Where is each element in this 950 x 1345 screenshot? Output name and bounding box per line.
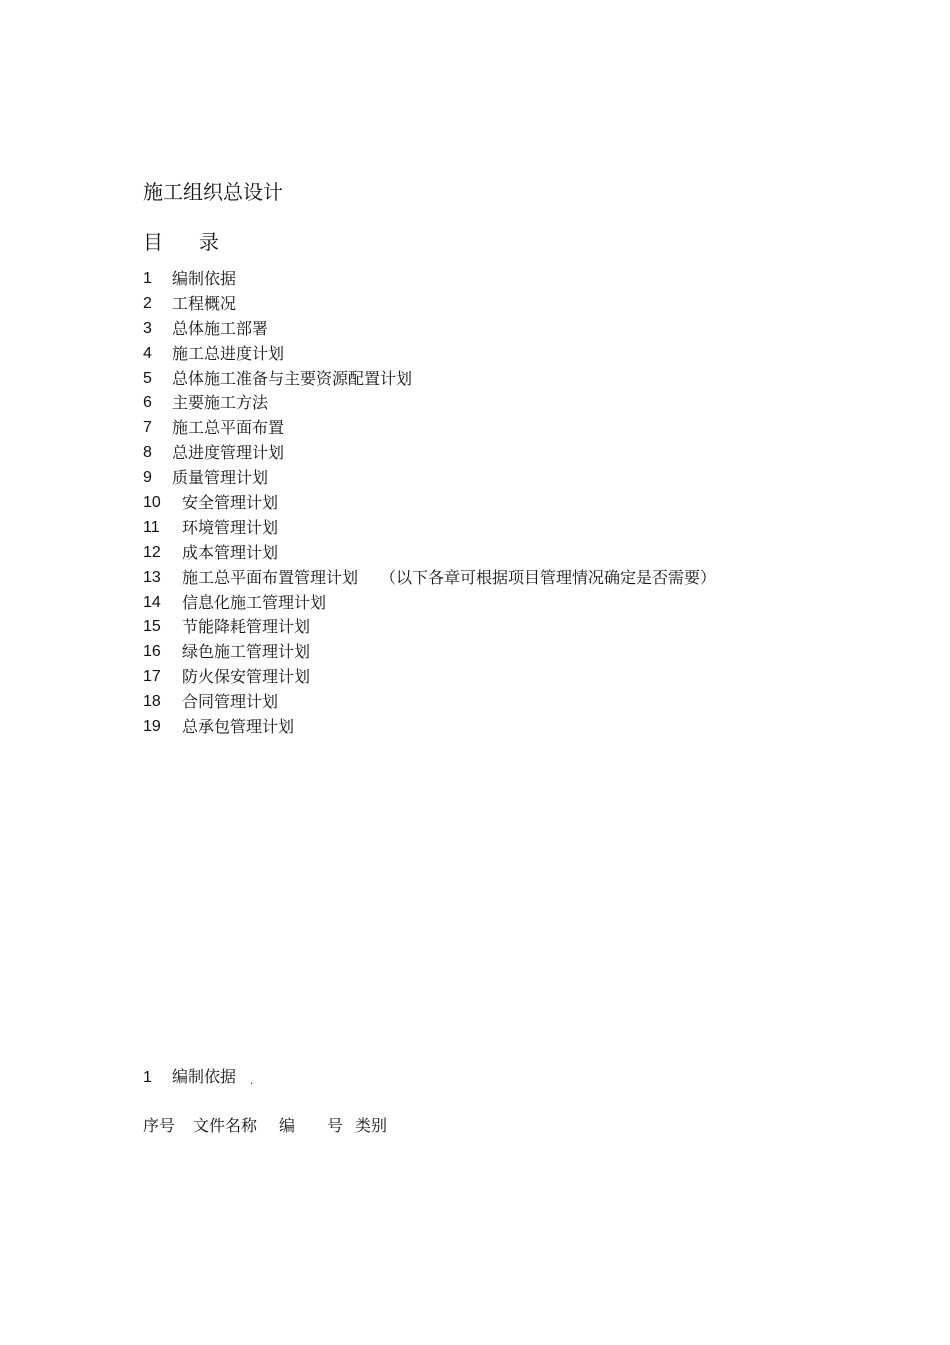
toc-item[interactable] [143,367,716,392]
section-trailing-mark: . [250,1076,254,1087]
toc-item-label: 成本管理计划 [182,542,279,562]
toc-item-label: 合同管理计划 [182,692,279,712]
toc-heading-right: 录 [199,230,219,254]
toc-item-number: 18 [143,693,161,711]
toc-item[interactable] [143,491,716,516]
toc-item-label: 质量管理计划 [172,468,269,488]
toc-item[interactable] [143,416,716,441]
toc-item-label: 节能降耗管理计划 [182,617,311,637]
toc-item-label: 安全管理计划 [182,493,279,513]
toc-item-label: 施工总平面布置管理计划 [182,567,359,587]
toc-item-number: 12 [143,543,161,561]
toc-item-number: 10 [143,494,161,512]
toc-item-number: 5 [143,369,152,387]
toc-item-label: 信息化施工管理计划 [182,592,327,612]
toc-item-number: 9 [143,469,152,487]
toc-item-label: 绿色施工管理计划 [182,642,311,662]
toc-item[interactable] [143,391,716,416]
toc-item-label: 编制依据 [172,269,237,288]
toc-item-label: 工程概况 [172,293,237,313]
toc-item-number: 19 [143,718,161,736]
toc-item-label: 总进度管理计划 [172,443,285,463]
toc-item-label: 主要施工方法 [172,393,269,413]
toc-item[interactable] [143,516,716,541]
toc-item-label: 总体施工部署 [172,318,269,338]
toc-item[interactable] [143,342,716,367]
toc-item-label: 防火保安管理计划 [182,667,311,687]
toc-item-number: 3 [143,319,152,337]
toc-item-label: 施工总平面布置 [172,418,285,438]
table-header [143,1114,387,1138]
toc-item-label: 总承包管理计划 [182,717,295,737]
toc-item-number: 16 [143,643,161,661]
toc-item-number: 8 [143,444,152,462]
toc-item[interactable] [143,267,716,292]
toc-heading-left: 目 [143,230,163,254]
section-title: 编制依据 [172,1067,237,1086]
toc-item-number: 1 [143,270,152,287]
toc-item-number: 14 [143,593,161,611]
toc-item[interactable] [143,541,716,566]
toc-item-label: 施工总进度计划 [172,343,285,363]
toc-item[interactable] [143,640,716,665]
table-of-contents [143,267,716,740]
toc-item-number: 15 [143,618,161,636]
toc-item[interactable] [143,292,716,317]
toc-item-number: 17 [143,668,161,686]
column-header-code-left: 编 [279,1116,296,1135]
section-number: 1 [143,1069,152,1086]
toc-item[interactable] [143,665,716,690]
toc-item[interactable] [143,690,716,715]
toc-item-number: 13 [143,568,161,586]
toc-item-number: 7 [143,419,152,437]
column-header-category: 类别 [355,1116,388,1135]
toc-item[interactable] [143,591,716,616]
toc-item-number: 11 [143,518,160,536]
toc-item-label: 环境管理计划 [182,517,279,537]
column-header-seq: 序号 [143,1116,176,1135]
column-header-code-right: 号 [327,1116,344,1135]
toc-item[interactable] [143,466,716,491]
toc-item-number: 4 [143,344,152,362]
toc-item-label: 总体施工准备与主要资源配置计划 [172,368,413,388]
toc-item[interactable] [143,566,716,591]
document-title: 施工组织总设计 [143,180,283,204]
section-heading [143,1065,253,1094]
toc-heading [143,228,219,256]
toc-item-note: （以下各章可根据项目管理情况确定是否需要） [380,567,717,587]
toc-item[interactable] [143,615,716,640]
toc-item[interactable] [143,317,716,342]
toc-item-number: 6 [143,394,152,412]
toc-item[interactable] [143,715,716,740]
toc-item-number: 2 [143,294,152,312]
column-header-name: 文件名称 [193,1116,258,1135]
toc-item[interactable] [143,441,716,466]
